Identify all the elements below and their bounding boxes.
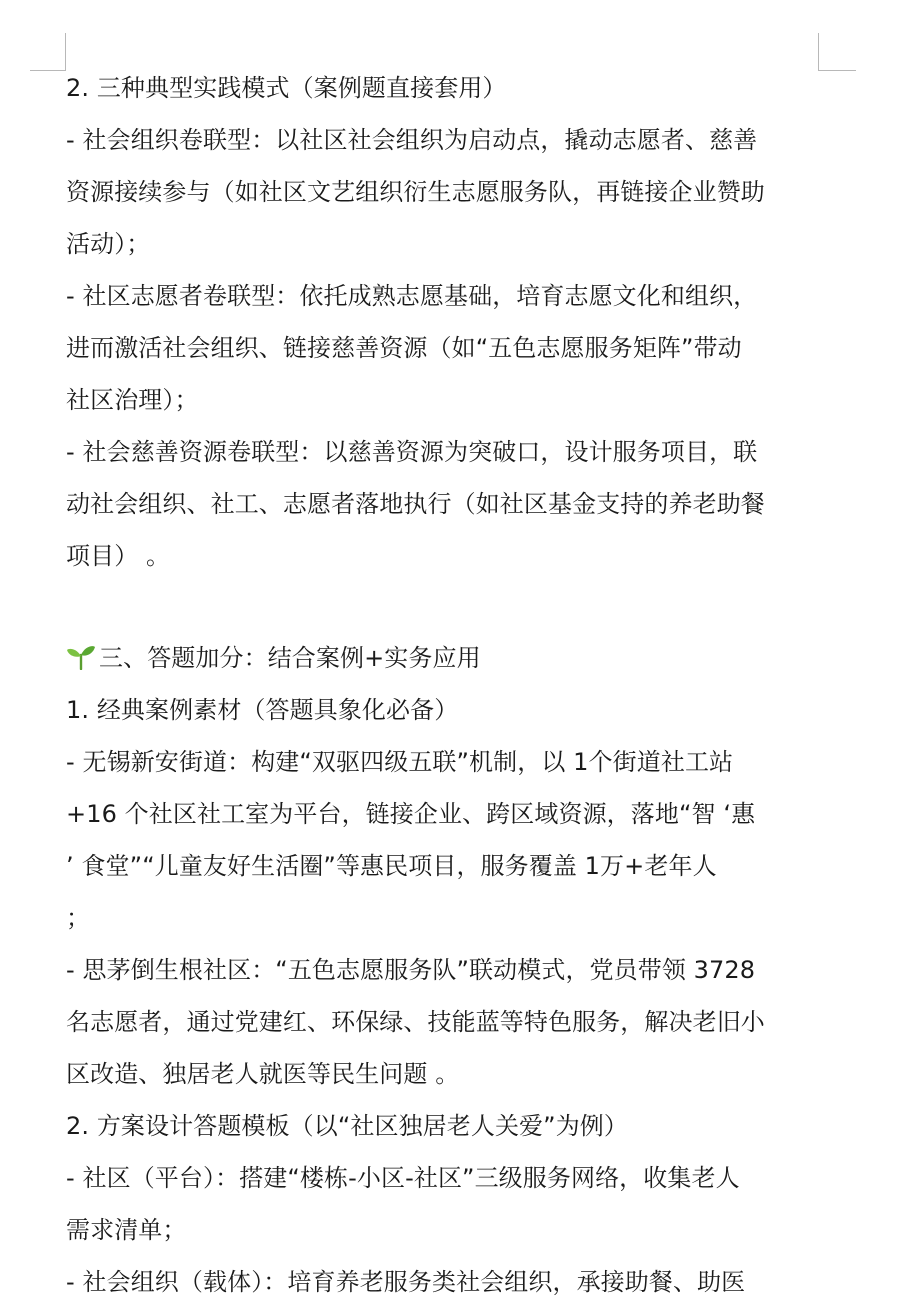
text-line: 资源接续参与（如社区文艺组织衍生志愿服务队，再链接企业赞助 (66, 178, 765, 206)
text-line: - 社会组织卷联型：以社区社会组织为启动点，撬动志愿者、慈善 (66, 126, 758, 154)
text-line: 项目） 。 (66, 542, 171, 570)
text-line: - 社区志愿者卷联型：依托成熟志愿基础，培育志愿文化和组织， (66, 282, 758, 310)
text-line: - 社会慈善资源卷联型：以慈善资源为突破口，设计服务项目，联 (66, 438, 758, 466)
text-line: - 思茅倒生根社区：“五色志愿服务队”联动模式，党员带领 3728 (66, 956, 756, 984)
text-line: - 无锡新安街道：构建“双驱四级五联”机制，以 1个街道社工站 (66, 748, 734, 776)
text-line: 动社会组织、社工、志愿者落地执行（如社区基金支持的养老助餐 (66, 490, 765, 518)
text-line: ； (66, 904, 91, 932)
text-line: ’ 食堂”“儿童友好生活圈”等惠民项目，服务覆盖 1万+老年人 (66, 852, 717, 880)
text-line: 2. 三种典型实践模式（案例题直接套用） (66, 74, 507, 102)
section-heading-text: 三、答题加分：结合案例+实务应用 (99, 644, 481, 672)
section-a (66, 62, 826, 582)
text-line: 2. 方案设计答题模板（以“社区独居老人关爱”为例） (66, 1112, 628, 1140)
text-line: - 社区（平台）：搭建“楼栋-小区-社区”三级服务网络，收集老人 (66, 1164, 740, 1192)
blank-line (66, 582, 826, 632)
text-line: 需求清单； (66, 1216, 187, 1244)
page-corner-mark-top-left (30, 33, 66, 71)
text-line: 社区治理）； (66, 386, 199, 414)
text-line: +16 个社区社工室为平台，链接企业、跨区域资源，落地“智 ‘惠 (66, 800, 756, 828)
text-line: 区改造、独居老人就医等民生问题 。 (66, 1060, 460, 1088)
text-line: 名志愿者，通过党建红、环保绿、技能蓝等特色服务，解决老旧小 (66, 1008, 765, 1036)
text-line: 1. 经典案例素材（答题具象化必备） (66, 696, 459, 724)
seedling-icon (66, 644, 96, 670)
text-line: - 社会组织（载体）：培育养老服务类社会组织，承接助餐、助医 (66, 1268, 746, 1296)
text-line: 进而激活社会组织、链接慈善资源（如“五色志愿服务矩阵”带动 (66, 334, 742, 362)
section-b (66, 684, 826, 1308)
document-page (66, 62, 826, 1308)
section-heading (66, 632, 826, 684)
text-line: 活动）； (66, 230, 151, 258)
